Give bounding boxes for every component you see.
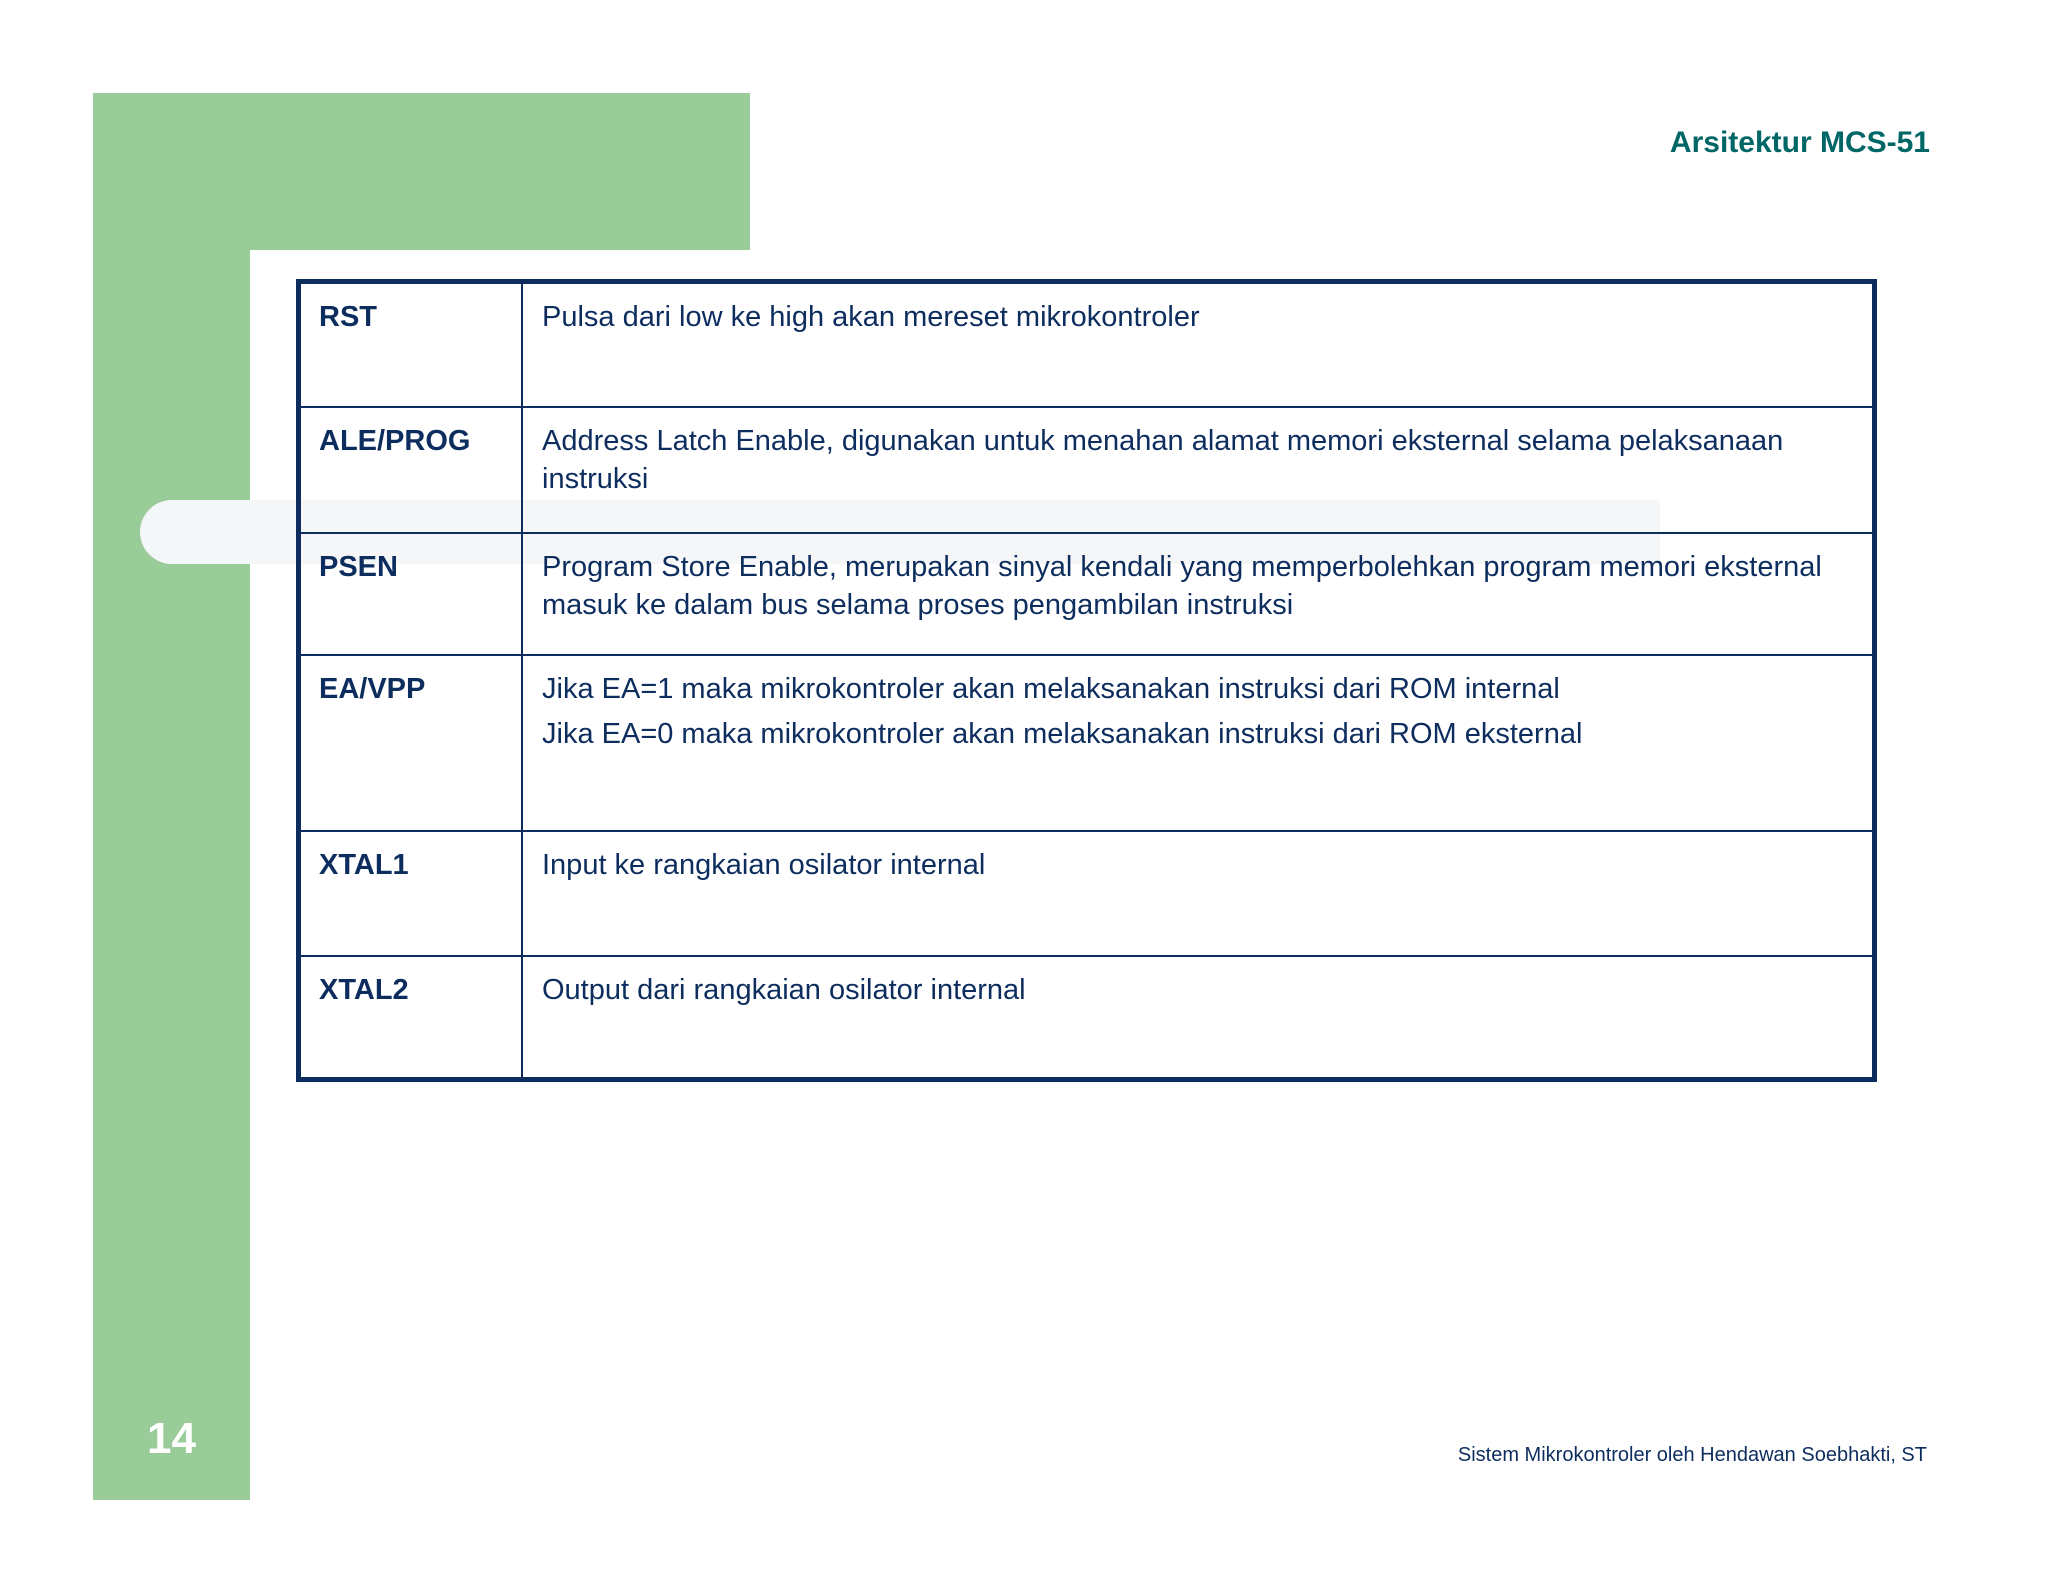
footer-credit: Sistem Mikrokontroler oleh Hendawan Soebhakti, ST: [1457, 1444, 1927, 1466]
pin-function-table: [296, 279, 1877, 1082]
pin-description-cell: [522, 956, 1875, 1080]
pin-description-cell: [522, 282, 1875, 407]
green-side-band: [93, 93, 250, 1500]
description-line: Output dari rangkaian osilator internal: [542, 973, 1026, 1006]
pin-name-cell: XTAL1: [299, 831, 523, 956]
description-line: Input ke rangkaian osilator internal: [542, 848, 986, 881]
pin-description-cell: [522, 831, 1875, 956]
green-top-band: [93, 93, 750, 250]
page-number: 14: [147, 1414, 196, 1463]
description-line: Pulsa dari low ke high akan mereset mikrokontroler: [542, 301, 1200, 333]
pin-name-cell: XTAL2: [299, 956, 523, 1080]
pin-description-cell: [522, 407, 1875, 533]
table-row: [299, 282, 1875, 407]
pin-name-cell: ALE/PROG: [299, 407, 523, 533]
pin-name-cell: RST: [299, 282, 523, 407]
pin-name-cell: EA/VPP: [299, 655, 523, 831]
table-row: [299, 655, 1875, 831]
pin-name-cell: PSEN: [299, 533, 523, 655]
slide-title: Arsitektur MCS-51: [1669, 126, 1930, 159]
description-line: Program Store Enable, merupakan sinyal kendali yang memperbolehkan program memori eksternal masuk ke dalam bus selama proses pengambilan instruksi: [542, 550, 1822, 621]
description-line: Jika EA=0 maka mikrokontroler akan melaksanakan instruksi dari ROM eksternal: [542, 717, 1583, 750]
table-row: [299, 407, 1875, 533]
table-row: [299, 831, 1875, 956]
pin-description-cell: [522, 655, 1875, 831]
table-row: [299, 533, 1875, 655]
pin-description-cell: [522, 533, 1875, 655]
description-line: Jika EA=1 maka mikrokontroler akan melaksanakan instruksi dari ROM internal: [542, 672, 1560, 705]
table-row: [299, 956, 1875, 1080]
description-line: Address Latch Enable, digunakan untuk menahan alamat memori eksternal selama pelaksanaan instruksi: [542, 424, 1784, 495]
